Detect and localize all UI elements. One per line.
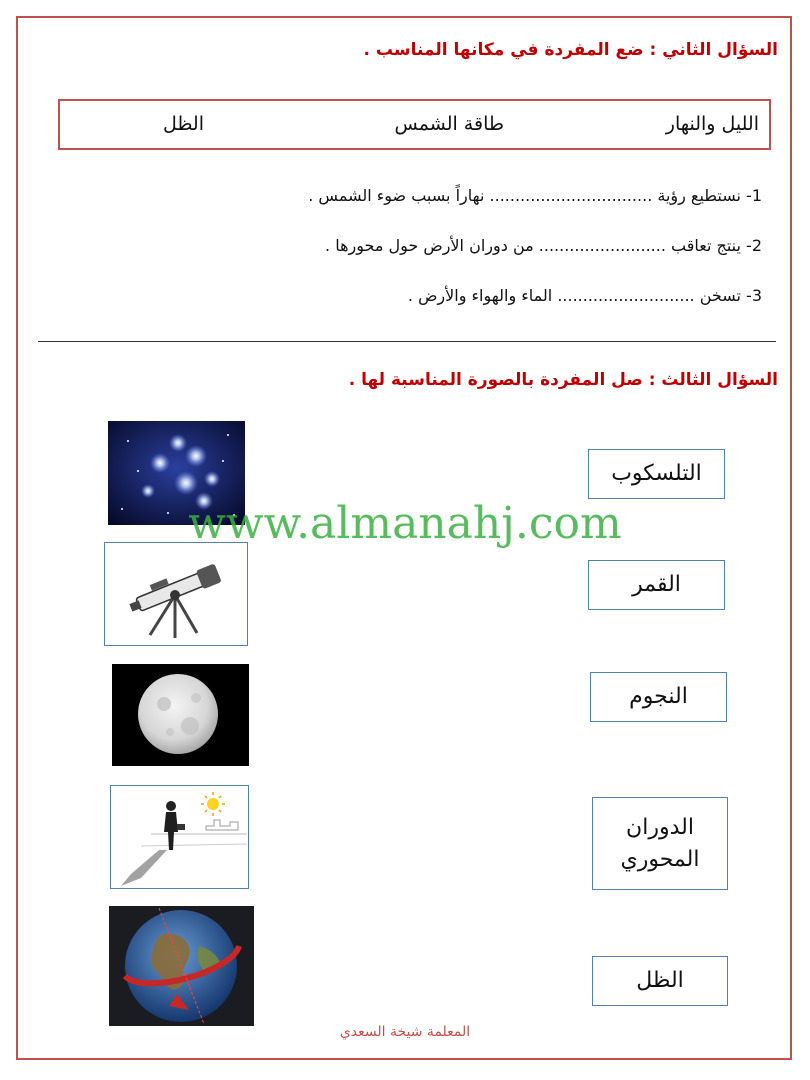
shadow-image: [110, 785, 249, 889]
sentence-2: 2- ينتج تعاقب ......................... من دوران الأرض حول محورها .: [325, 236, 762, 255]
match-word-box: القمر: [588, 560, 725, 610]
match-word-box: الظل: [592, 956, 728, 1006]
match-word-box: الدوران المحوري: [592, 797, 728, 890]
question2-title: السؤال الثاني : ضع المفردة في مكانها المناسب .: [363, 40, 778, 60]
question3-title: السؤال الثالث : صل المفردة بالصورة المناسبة لها .: [348, 370, 778, 390]
moon-image: [112, 664, 249, 766]
match-word-box: النجوم: [590, 672, 727, 722]
sentence-1: 1- نستطيع رؤية ................................ نهاراً بسبب ضوء الشمس .: [308, 186, 762, 205]
match-word-box: التلسكوب: [588, 449, 725, 499]
word-bank-item: طاقة الشمس: [394, 113, 504, 135]
word-bank-item: الليل والنهار: [665, 113, 759, 135]
earth-rotation-image: [109, 906, 254, 1026]
divider: [38, 341, 776, 342]
sentence-3: 3- تسخن ........................... الماء والهواء والأرض .: [407, 286, 762, 305]
word-bank-item: الظل: [162, 113, 204, 135]
footer-teacher-name: المعلمة شيخة السعدي: [339, 1024, 471, 1040]
telescope-image: [104, 542, 248, 646]
word-bank: [58, 99, 771, 150]
watermark: www.almanahj.com: [188, 498, 622, 549]
